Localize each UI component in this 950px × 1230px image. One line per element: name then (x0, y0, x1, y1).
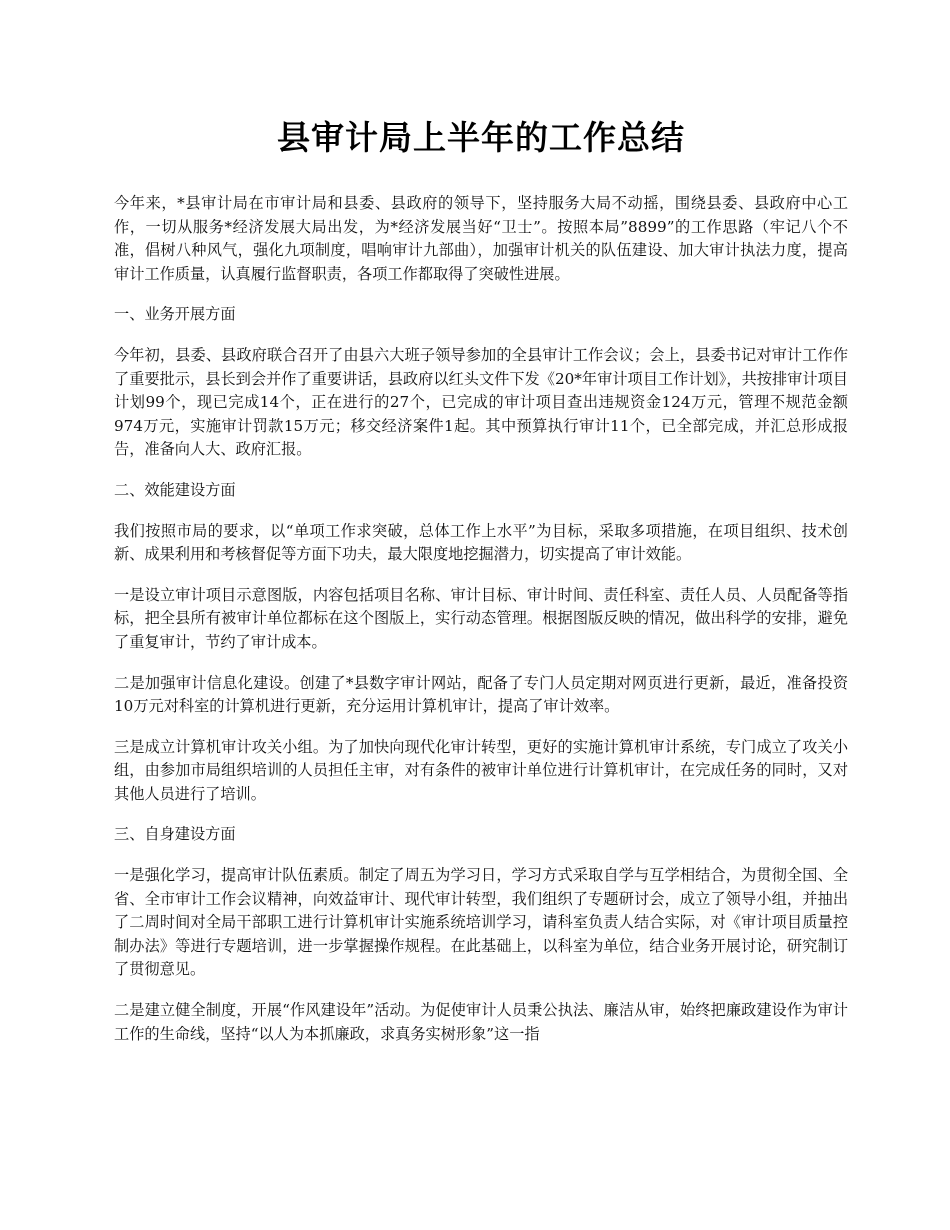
efficiency-paragraph-4: 三是成立计算机审计攻关小组。为了加快向现代化审计转型，更好的实施计算机审计系统，专门成立了攻关小组，由参加市局组织培训的人员担任主审，对有条件的被审计单位进行计算机审计，在完成任务的同时，又对其他人员进行了培训。 (114, 737, 848, 803)
section-heading-efficiency: 二、效能建设方面 (114, 480, 236, 499)
document-body (114, 112, 848, 1063)
document-title: 县审计局上半年的工作总结 (277, 118, 685, 157)
section-heading-business: 一、业务开展方面 (114, 305, 236, 324)
business-paragraph-1: 今年初，县委、县政府联合召开了由县六大班子领导参加的全县审计工作会议；会上，县委书记对审计工作作了重要批示，县长到会并作了重要讲话，县政府以红头文件下发《20*年审计项目工作计划》，共按排审计项目计划99个，现已完成14个，正在进行的27个，已完成的审计项目查出违规资金124万元，管理不规范金额974万元，实施审计罚款15万元；移交经济案件1起。其中预算执行审计11个，已全部完成，并汇总形成报告，准备向人大、政府汇报。 (114, 345, 848, 459)
intro-paragraph: 今年来，*县审计局在市审计局和县委、县政府的领导下，坚持服务大局不动摇，围绕县委、县政府中心工作，一切从服务*经济发展大局出发，为*经济发展当好“卫士”。按照本局”8899”的工作思路（牢记八个不准，倡树八种风气，强化九项制度，唱响审计九部曲），加强审计机关的队伍建设、加大审计执法力度，提高审计工作质量，认真履行监督职责，各项工作都取得了突破性进展。 (114, 194, 848, 283)
self-building-paragraph-1: 一是强化学习，提高审计队伍素质。制定了周五为学习日，学习方式采取自学与互学相结合，为贯彻全国、全省、全市审计工作会议精神，向效益审计、现代审计转型，我们组织了专题研讨会，成立了领导小组，并抽出了二周时间对全局干部职工进行计算机审计实施系统培训学习，请科室负责人结合实际，对《审计项目质量控制办法》等进行专题培训，进一步掌握操作规程。在此基础上，以科室为单位，结合业务开展讨论，研究制订了贯彻意见。 (114, 866, 848, 979)
section-heading-self-building: 三、自身建设方面 (114, 825, 236, 844)
efficiency-paragraph-3: 二是加强审计信息化建设。创建了*县数字审计网站，配备了专门人员定期对网页进行更新，最近，准备投资10万元对科室的计算机进行更新，充分运用计算机审计，提高了审计效率。 (114, 673, 848, 716)
efficiency-paragraph-1: 我们按照市局的要求，以“单项工作求突破，总体工作上水平”为目标，采取多项措施，在项目组织、技术创新、成果利用和考核督促等方面下功夫，最大限度地挖掘潜力，切实提高了审计效能。 (114, 521, 848, 564)
efficiency-paragraph-2: 一是设立审计项目示意图版，内容包括项目名称、审计目标、审计时间、责任科室、责任人员、人员配备等指标，把全县所有被审计单位都标在这个图版上，实行动态管理。根据图版反映的情况，做出科学的安排，避免了重复审计，节约了审计成本。 (114, 585, 848, 651)
self-building-paragraph-2: 二是建立健全制度，开展“作风建设年”活动。为促使审计人员秉公执法、廉洁从审，始终把廉政建设作为审计工作的生命线，坚持“以人为本抓廉政，求真务实树形象”这一指 (114, 1001, 848, 1043)
